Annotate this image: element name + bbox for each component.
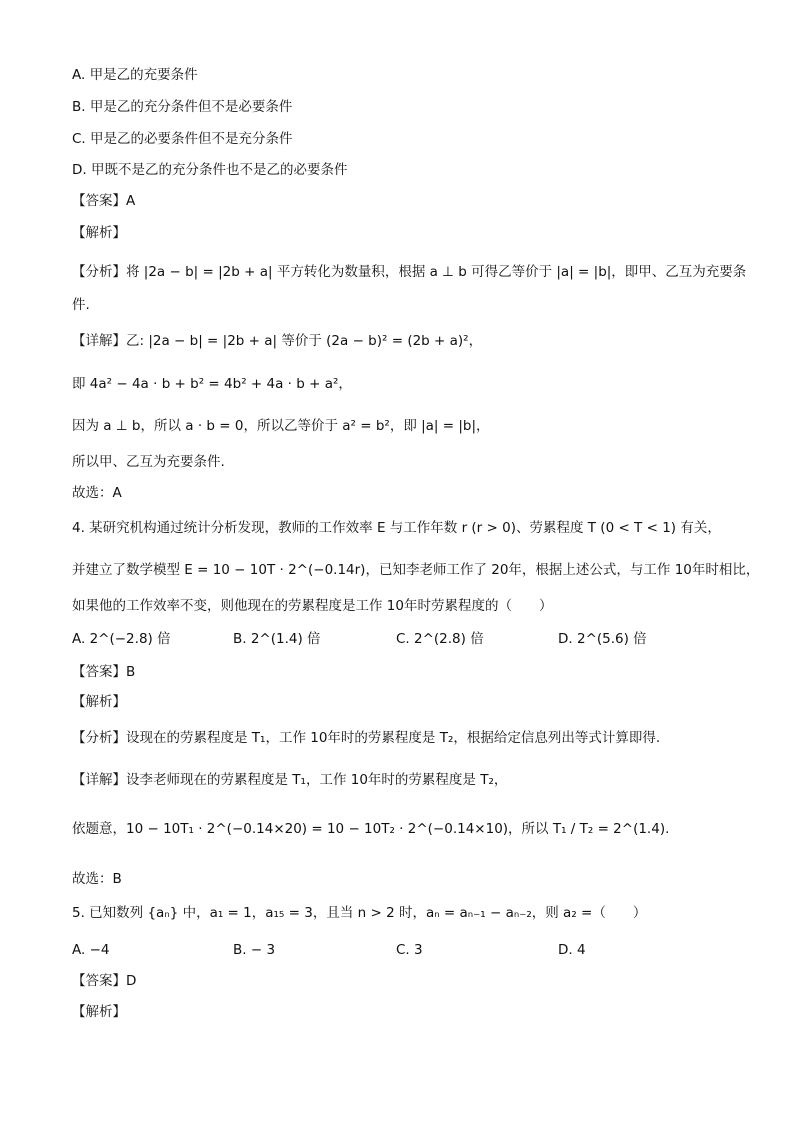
q4-option-b: B. 2^(1.4) 倍 — [233, 631, 321, 647]
q5-option-b: B. − 3 — [233, 942, 276, 958]
q4-stem-line-2: 并建立了数学模型 E = 10 − 10T · 2^(−0.14r)，已知李老师工作了 20年，根据上述公式，与工作 10年时相比， — [72, 562, 760, 578]
q3-choice: 故选：A — [72, 485, 122, 501]
q3-jiexi-label: 【解析】 — [72, 225, 126, 241]
q3-analysis-line-1: 【分析】将 |2a − b| = |2b + a| 平方转化为数量积，根据 a ⊥ b 可得乙等价于 |a| = |b|，即甲、乙互为充要条 — [72, 264, 747, 280]
q3-option-d: D. 甲既不是乙的充分条件也不是乙的必要条件 — [72, 162, 348, 178]
q4-choice: 故选：B — [72, 871, 122, 887]
q5-option-c: C. 3 — [396, 942, 423, 958]
q5-option-d: D. 4 — [558, 942, 586, 958]
q3-answer: 【答案】A — [72, 193, 136, 209]
q4-option-a: A. 2^(−2.8) 倍 — [72, 631, 171, 647]
q3-detail-line-2: 即 4a² − 4a · b + b² = 4b² + 4a · b + a²， — [72, 376, 352, 392]
q4-stem-line-1: 4. 某研究机构通过统计分析发现，教师的工作效率 E 与工作年数 r (r > 0)、劳累程度 T (0 < T < 1) 有关， — [72, 520, 721, 536]
q4-option-d: D. 2^(5.6) 倍 — [558, 631, 647, 647]
q5-option-a: A. −4 — [72, 942, 110, 958]
q4-option-c: C. 2^(2.8) 倍 — [396, 631, 484, 647]
q4-stem-line-3: 如果他的工作效率不变，则他现在的劳累程度是工作 10年时劳累程度的（ ） — [72, 598, 553, 614]
q5-answer: 【答案】D — [72, 973, 137, 989]
q4-detail-line-2: 依题意，10 − 10T₁ · 2^(−0.14×20) = 10 − 10T₂ · 2^(−0.14×10)，所以 T₁ / T₂ = 2^(1.4). — [72, 821, 670, 837]
q4-detail-line-1: 【详解】设李老师现在的劳累程度是 T₁，工作 10年时的劳累程度是 T₂， — [72, 772, 508, 788]
q5-jiexi-label: 【解析】 — [72, 1004, 126, 1020]
q4-jiexi-label: 【解析】 — [72, 694, 126, 710]
q3-detail-line-1: 【详解】乙: |2a − b| = |2b + a| 等价于 (2a − b)² = (2b + a)²， — [72, 333, 483, 349]
q3-option-a: A. 甲是乙的充要条件 — [72, 67, 198, 83]
q3-detail-line-3: 因为 a ⊥ b，所以 a · b = 0，所以乙等价于 a² = b²，即 |a| = |b|， — [72, 418, 490, 434]
q3-option-c: C. 甲是乙的必要条件但不是充分条件 — [72, 131, 293, 147]
q3-analysis-line-2: 件. — [72, 297, 90, 313]
q4-answer: 【答案】B — [72, 664, 136, 680]
q3-detail-line-4: 所以甲、乙互为充要条件. — [72, 454, 225, 470]
q5-stem: 5. 已知数列 {aₙ} 中，a₁ = 1，a₁₅ = 3，且当 n > 2 时，aₙ = aₙ₋₁ − aₙ₋₂，则 a₂ =（ ） — [72, 905, 647, 921]
q4-analysis: 【分析】设现在的劳累程度是 T₁，工作 10年时的劳累程度是 T₂，根据给定信息列出等式计算即得. — [72, 730, 661, 746]
q3-option-b: B. 甲是乙的充分条件但不是必要条件 — [72, 99, 293, 115]
